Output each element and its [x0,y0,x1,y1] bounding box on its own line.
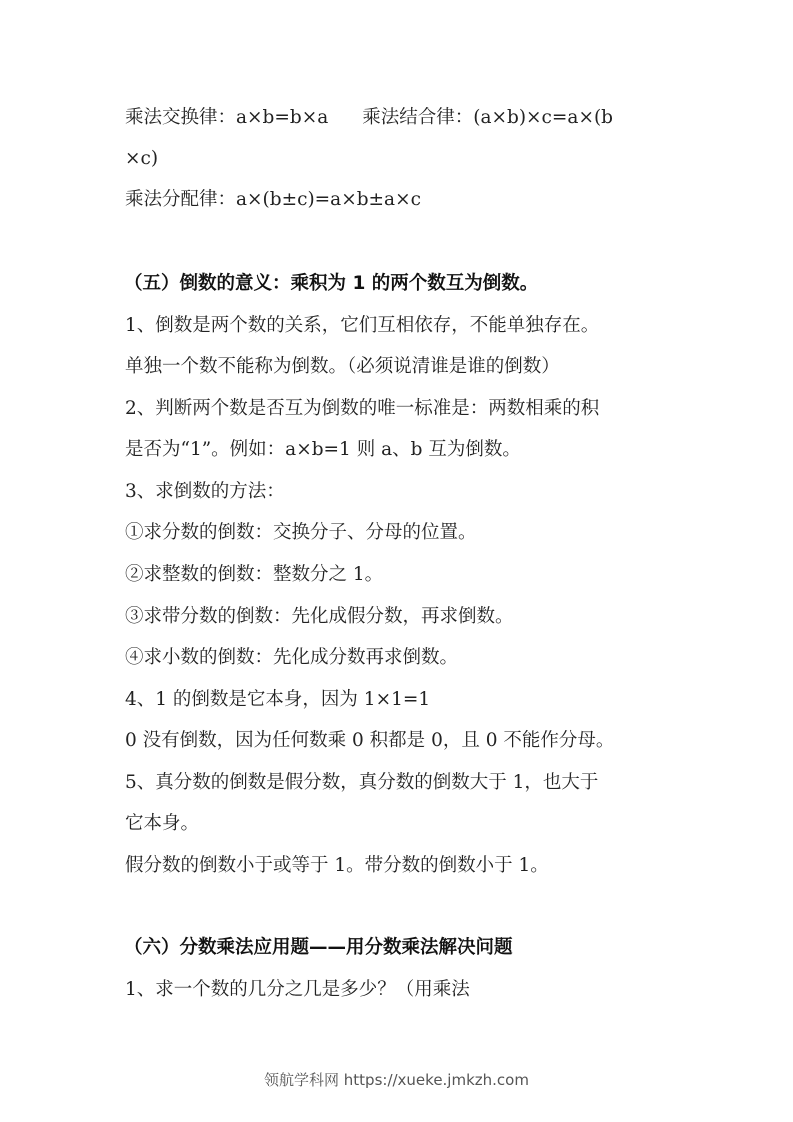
section6-heading: （六）分数乘法应用题——用分数乘法解决问题 [124,937,513,958]
section5-line: ①求分数的倒数：交换分子、分母的位置。 [125,522,477,543]
section6-line: 1、求一个数的几分之几是多少？（用乘法 [125,979,470,1000]
section5-line: ②求整数的倒数：整数分之 1。 [125,564,384,585]
associative-law: 乘法结合律：(a×b)×c=a×(b [362,107,614,128]
section5-line: ④求小数的倒数：先化成分数再求倒数。 [125,647,459,668]
section5-line: 假分数的倒数小于或等于 1。带分数的倒数小于 1。 [125,855,549,876]
distributive-law: 乘法分配律：a×(b±c)=a×b±a×c [125,189,421,210]
footer-watermark: 领航学科网 https://xueke.jmkzh.com [264,1071,529,1089]
section5-line: 2、判断两个数是否互为倒数的唯一标准是：两数相乘的积 [125,398,600,419]
commutative-law: 乘法交换律：a×b=b×a [125,107,329,128]
section5-line: 4、1 的倒数是它本身，因为 1×1=1 [125,689,431,710]
section5-heading: （五）倒数的意义：乘积为 1 的两个数互为倒数。 [124,273,539,294]
law-line-1 [125,106,613,130]
section5-line: 是否为“1”。例如：a×b=1 则 a、b 互为倒数。 [125,439,521,460]
section5-line: 0 没有倒数，因为任何数乘 0 积都是 0，且 0 不能作分母。 [125,730,615,751]
section5-line: 5、真分数的倒数是假分数，真分数的倒数大于 1，也大于 [125,772,599,793]
section5-line: 1、倒数是两个数的关系，它们互相依存，不能单独存在。 [125,315,600,336]
section5-line: 单独一个数不能称为倒数。（必须说清谁是谁的倒数） [125,356,560,377]
section5-line: ③求带分数的倒数：先化成假分数，再求倒数。 [125,606,514,627]
section5-line: 它本身。 [125,813,200,834]
section5-line: 3、求倒数的方法： [125,481,285,502]
associative-law-cont: ×c) [125,148,159,169]
